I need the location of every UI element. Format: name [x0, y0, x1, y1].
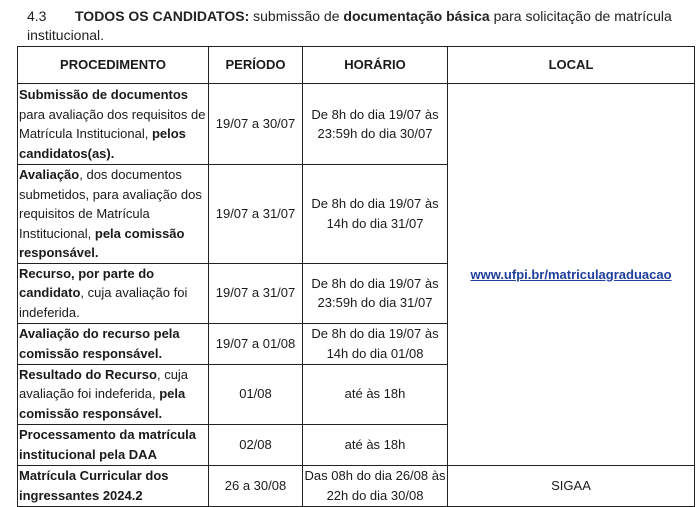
cell-horario: De 8h do dia 19/07 às 14h do dia 31/07 — [303, 165, 448, 264]
schedule-table — [17, 46, 695, 507]
cell-horario: até às 18h — [303, 424, 448, 465]
proc-text: , cuja avaliação foi indeferida, — [19, 366, 189, 402]
cell-periodo: 02/08 — [209, 424, 303, 465]
section-text-a: submissão de — [249, 8, 344, 24]
cell-procedimento — [18, 165, 209, 264]
cell-local — [448, 84, 695, 466]
section-text-b: para solicitação de matrícula institucional. — [27, 8, 672, 43]
proc-bold: Matrícula Curricular dos ingressantes 2024.2 — [19, 468, 169, 503]
proc-bold-tail: pela comissão responsável. — [19, 225, 185, 260]
section-number: 4.3 — [27, 8, 47, 24]
proc-bold: Avaliação do recurso pela comissão responsável. — [19, 326, 180, 361]
cell-procedimento — [18, 84, 209, 165]
cell-local-sigaa: SIGAA — [448, 465, 695, 506]
matricula-link[interactable] — [470, 267, 671, 282]
cell-horario: De 8h do dia 19/07 às 14h do dia 01/08 — [303, 323, 448, 364]
cell-procedimento — [18, 323, 209, 364]
cell-procedimento — [18, 465, 209, 506]
cell-periodo: 19/07 a 30/07 — [209, 84, 303, 165]
section-intro — [27, 7, 695, 45]
proc-bold: Processamento da matrícula institucional pela DAA — [19, 427, 197, 462]
table-header-row — [18, 47, 695, 84]
cell-procedimento — [18, 263, 209, 323]
cell-periodo: 01/08 — [209, 364, 303, 424]
table-row — [18, 465, 695, 506]
proc-bold-tail: pelos candidatos(as). — [19, 126, 186, 161]
cell-periodo: 26 a 30/08 — [209, 465, 303, 506]
cell-periodo: 19/07 a 31/07 — [209, 165, 303, 264]
table-row — [18, 84, 695, 165]
link-text: www.ufpi.br/matriculagraduacao — [470, 266, 672, 282]
proc-bold: Submissão de documentos — [19, 87, 189, 102]
proc-bold: Recurso, por parte do candidato — [19, 265, 155, 301]
cell-periodo: 19/07 a 31/07 — [209, 263, 303, 323]
proc-bold: Resultado do Recurso — [19, 366, 157, 382]
cell-horario: De 8h do dia 19/07 às 23:59h do dia 31/07 — [303, 263, 448, 323]
header-horario: HORÁRIO — [303, 47, 448, 84]
proc-text: , dos documentos submetidos, para avaliação dos requisitos de Matrícula Institucional, — [19, 167, 202, 241]
proc-text: para avaliação dos requisitos de Matrícula Institucional, — [19, 106, 206, 141]
proc-bold-tail: pela comissão responsável. — [19, 386, 186, 421]
cell-horario: até às 18h — [303, 364, 448, 424]
cell-procedimento — [18, 364, 209, 424]
cell-horario: De 8h do dia 19/07 às 23:59h do dia 30/07 — [303, 84, 448, 165]
header-local: LOCAL — [448, 47, 695, 84]
header-periodo: PERÍODO — [209, 47, 303, 84]
section-lead: TODOS OS CANDIDATOS: — [75, 8, 250, 24]
cell-periodo: 19/07 a 01/08 — [209, 323, 303, 364]
cell-procedimento — [18, 424, 209, 465]
section-bold-mid: documentação básica — [343, 8, 490, 24]
proc-text: , cuja avaliação foi indeferida. — [19, 285, 188, 320]
proc-bold: Avaliação — [19, 167, 80, 182]
header-procedimento: PROCEDIMENTO — [18, 47, 209, 84]
cell-horario: Das 08h do dia 26/08 às 22h do dia 30/08 — [303, 465, 448, 506]
